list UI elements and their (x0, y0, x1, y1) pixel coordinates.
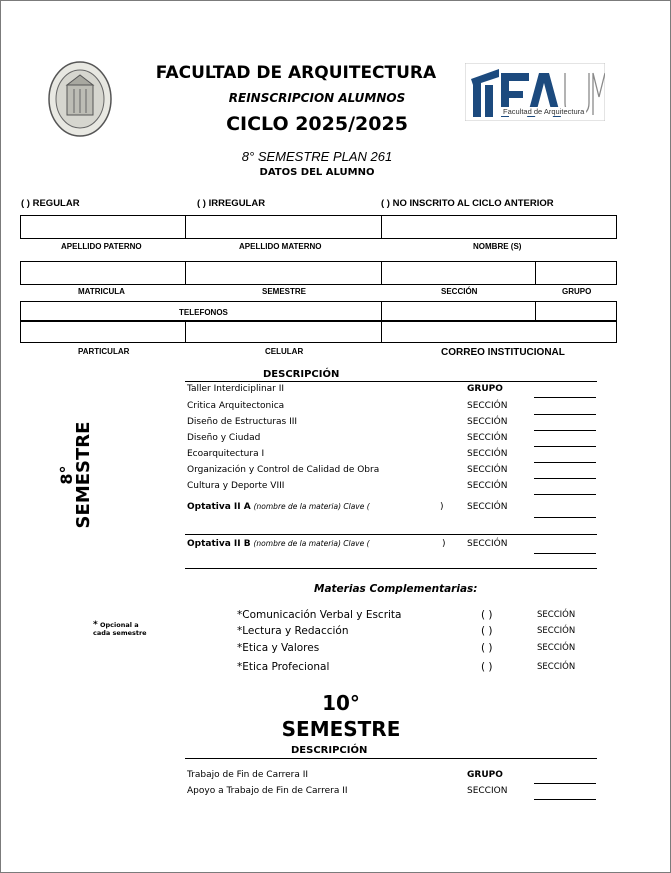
section-blank[interactable] (534, 478, 596, 479)
semester-8-vertical-label (58, 390, 96, 560)
elective-b-note: (nombre de la materia) Clave ( (253, 539, 370, 548)
last-name-paternal-label: APELLIDO PATERNO (61, 242, 142, 251)
mobile-phone-label: CELULAR (265, 347, 304, 356)
elective-a-paren-close: ) (440, 502, 444, 512)
section-column-label: SECCIÓN (467, 433, 508, 443)
home-phone-label: PARTICULAR (78, 347, 130, 356)
university-seal (45, 59, 115, 139)
group-label: GRUPO (562, 287, 592, 296)
group-blank[interactable] (534, 783, 596, 784)
subject-item: Organización y Control de Calidad de Obra (187, 465, 380, 475)
section-column-label: SECCIÓN (467, 481, 508, 491)
description-heading-1: DESCRIPCIÓN (263, 369, 340, 380)
section-blank[interactable] (534, 799, 596, 800)
complementary-checkbox[interactable]: ( ) (481, 642, 493, 654)
section-column-label: SECCIÓN (467, 401, 508, 411)
subject-item: Taller Interdiciplinar II (187, 384, 285, 394)
complementary-checkbox[interactable]: ( ) (481, 661, 493, 673)
complementary-item: *Comunicación Verbal y Escrita (237, 609, 402, 621)
semester-8-number: 8° (57, 465, 76, 485)
form-subtitle: REINSCRIPCION ALUMNOS (228, 91, 406, 105)
complementary-section-label: SECCIÓN (537, 626, 576, 636)
faculty-title: FACULTAD DE ARQUITECTURA (155, 63, 437, 83)
subject-item: Critica Arquitectonica (187, 401, 285, 411)
elective-b-title: Optativa II B (187, 539, 251, 549)
section-blank[interactable] (534, 414, 596, 415)
form-page (1, 1, 670, 872)
group-column-label: GRUPO (467, 384, 503, 394)
subject-item: Ecoarquitectura I (187, 449, 265, 459)
section-column-label: SECCIÓN (467, 539, 508, 549)
elective-a-row (187, 502, 370, 512)
section-column-label: SECCIÓN (467, 465, 508, 475)
student-data-heading: DATOS DEL ALUMNO (259, 167, 375, 178)
asterisk: * (93, 620, 98, 630)
phones-row (20, 321, 617, 343)
section-blank[interactable] (534, 517, 596, 518)
phones-heading: TELEFONOS (179, 308, 228, 317)
optional-note-line2: cada semestre (93, 629, 147, 637)
optional-note-line1: Opcional a (99, 621, 139, 629)
group-column-label: GRUPO (467, 770, 503, 780)
section-column-label: SECCIÓN (467, 449, 508, 459)
elective-a-title: Optativa II A (187, 502, 251, 512)
enrollment-row (20, 261, 617, 285)
semester-8-word: SEMESTRE (73, 421, 94, 529)
semester-plan: 8° SEMESTRE PLAN 261 (241, 149, 393, 164)
regular-option[interactable]: ( ) REGULAR (21, 198, 80, 209)
logo-caption: Facultad de Arquitectura (503, 107, 585, 116)
complementary-heading: Materias Complementarias: (314, 583, 478, 595)
complementary-item: *Lectura y Redacción (237, 625, 349, 637)
elective-b-row (187, 539, 370, 549)
section-blank[interactable] (534, 462, 596, 463)
institutional-email-label: CORREO INSTITUCIONAL (441, 347, 565, 358)
subject-item: Cultura y Deporte VIII (187, 481, 285, 491)
section-column-label: SECCION (467, 786, 508, 796)
semester-10-number: 10° (322, 691, 360, 715)
section-blank[interactable] (534, 553, 596, 554)
section-blank[interactable] (534, 446, 596, 447)
complementary-checkbox[interactable]: ( ) (481, 625, 493, 637)
optional-note (93, 621, 147, 637)
complementary-item: *Etica y Valores (237, 642, 320, 654)
section-blank[interactable] (534, 430, 596, 431)
section-label: SECCIÓN (441, 287, 478, 296)
first-name-label: NOMBRE (S) (473, 242, 522, 251)
complementary-checkbox[interactable]: ( ) (481, 609, 493, 621)
subject-item: Diseño y Ciudad (187, 433, 261, 443)
not-enrolled-option[interactable]: ( ) NO INSCRITO AL CICLO ANTERIOR (381, 198, 554, 209)
faculty-logo (465, 63, 605, 121)
subject-item: Apoyo a Trabajo de Fin de Carrera II (187, 786, 348, 796)
complementary-section-label: SECCIÓN (537, 610, 576, 620)
last-name-maternal-label: APELLIDO MATERNO (239, 242, 322, 251)
phones-header-row (20, 301, 617, 321)
complementary-section-label: SECCIÓN (537, 662, 576, 672)
complementary-section-label: SECCIÓN (537, 643, 576, 653)
semester-label: SEMESTRE (262, 287, 307, 296)
section-column-label: SECCIÓN (467, 417, 508, 427)
student-id-label: MATRICULA (78, 287, 125, 296)
semester-10-word: SEMESTRE (281, 717, 401, 741)
complementary-item: *Etica Profecional (237, 661, 330, 673)
cycle-title: CICLO 2025/2025 (226, 113, 408, 135)
section-column-label: SECCIÓN (467, 502, 508, 512)
subject-item: Trabajo de Fin de Carrera II (187, 770, 309, 780)
elective-b-paren-close: ) (442, 539, 446, 549)
description-heading-2: DESCRIPCIÓN (291, 745, 368, 756)
section-blank[interactable] (534, 494, 596, 495)
subject-item: Diseño de Estructuras III (187, 417, 298, 427)
group-blank[interactable] (534, 397, 596, 398)
elective-a-note: (nombre de la materia) Clave ( (253, 502, 370, 511)
irregular-option[interactable]: ( ) IRREGULAR (197, 198, 266, 209)
names-row (20, 215, 617, 239)
